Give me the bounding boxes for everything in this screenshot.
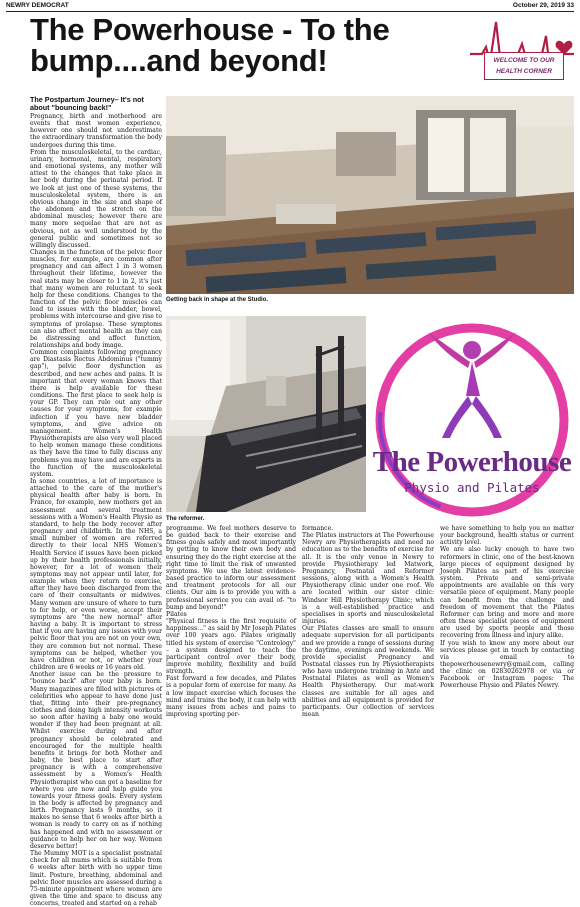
welcome-line-2: HEALTH CORNER <box>496 68 552 75</box>
paragraph: formance. <box>302 525 334 532</box>
studio-photo-caption: Getting back in shape at the Studio. <box>166 297 269 303</box>
paragraph: In some countries, a lot of importance is attached to the care of the mother's physical health after baby is born. In France, for example, new mothers get an assessment and several treatment sessions with a Women's Health Physio as standard, to help the body recover after pregnancy and childbirth. In the NHS, a small number of women are referred directly to their local NHS Women's Health Service if issues have been picked up by their health professionals initially, however, for a lot of women their symptoms may not appear until later, for example when they return to exercise, after they have been discharged from the care of their consultants or midwives. Many women are unsure of where to turn to for help, or even worse, accept their symptoms are "the new normal" after having a baby. It is important to stress that if you are having any issues with your pelvic floor that you are not on your own, they are common but not normal. These symptoms can be helped, whether you have children or not, or whether your children are 6 weeks or 16 years old. <box>30 477 162 672</box>
publication-name: NEWRY DEMOCRAT <box>6 2 69 9</box>
paragraph: we have something to help you no matter your background, health status or current activity level. <box>440 525 574 547</box>
paragraph: Fast forward a few decades, and Pilates is a popular form of exercise for many. As a low impact exercise which focuses the mind and trains the body, it can help with many issues from aches and pains to improving sporting per- <box>166 675 296 719</box>
article-column-2 <box>166 525 296 730</box>
headline: The Powerhouse - To the bump....and beyond! <box>30 12 390 78</box>
masthead <box>6 2 574 12</box>
studio-photo <box>166 96 574 294</box>
paragraph: The Pilates instructors at The Powerhouse Newry are Physiotherapists and need no education as to the benefits of exercise for all. It is the only venue in Newry to provide Physiotherapy led Matwork, Pregnancy, Postnatal and Reformer sessions, along with a Women's Health Physiotherapy clinic under one roof. We are located within our sister clinic: Windsor Hill Physiotherapy Clinic; which is a well-established practice and specialises in sports and musculoskeletal injuries. <box>302 532 434 626</box>
article-subhead: The Postpartum Journey– It's not about "bouncing back!" <box>30 95 144 112</box>
paragraph: programme. We feel mothers deserve to be guided back to their exercise and fitness goals safely and most importantly by getting to know their own body and ensuring they do the right exercise at the right time to limit the risk of unwanted symptoms. We use the latest evidence-based practice to inform our assessment and treatment protocols for all our clients. Our aim is to provide you with a professional service you can avail of- "to bump and beyond!" <box>166 525 296 611</box>
article-column-4 <box>440 525 574 730</box>
paragraph: Pregnancy, birth and motherhood are events that most women experience, however one should not underestimate the extraordinary transformation the body undergoes during this time. <box>30 113 162 149</box>
powerhouse-logo <box>372 316 572 516</box>
paragraph: The Mummy MOT is a specialist postnatal check for all mums which is suitable from 6 weeks after birth with no upper time limit. Posture, breathing, abdominal and pelvic floor muscles are assessed during a 75-minute appointment where women are given the time and space to discuss any concerns, treated and started on a rehab <box>30 850 162 907</box>
paragraph: We are also lucky enough to have two reformers in clinic, one of the best-known large pieces of equipment designed by Joseph Pilates as part of his exercise system. Private and semi-private appointments are available on this very versatile piece of equipment. Many people can benefit from the challenge and freedom of movement that the Pilates Reformer can bring and more and more often these specialist pieces of equipment are used by sports people and those recovering from illness and injury alike. <box>440 546 574 640</box>
logo-name: The Powerhouse <box>372 446 572 478</box>
reformer-photo-caption: The reformer. <box>166 516 205 522</box>
reformer-photo-illustration <box>166 316 366 512</box>
logo-tagline: Physio and Pilates <box>404 480 540 495</box>
paragraph: Another issue can be the pressure to "bounce back" after your baby is born. Many magazines are filled with pictures of celebrities who appear to have done just that, fitting into their pre-pregnancy clothes and doing high intensity workouts so soon after having a baby one would wonder if they had been pregnant at all. Whilst exercise during and after pregnancy should be celebrated and encouraged for the multiple health benefits it brings for both Mother and baby, the best place to start after pregnancy is with a comprehensive assessment by a Women's Health Physiotherapist who can get a baseline for where you are now and help guide you towards your fitness goals. Every system in the body is affected by pregnancy and birth. Pregnancy lasts 9 months, so it makes no sense that 6 weeks after birth a woman is ready to carry on as if nothing has happened and with no assessment or guidance to help her on her way. Women deserve better! <box>30 671 162 850</box>
paragraph: Common complaints following pregnancy are Diastasis Rectus Abdominus ("tummy gap"), pelvic floor dysfunction as described, and new aches and pains. It is important that every woman knows that there is help available for these conditions. The first place to seek help is your GP. They can rule out any other causes for your symptoms, for example infection if you have new bladder symptoms, and give advice on management. Women's Health Physiotherapists are also very well placed to help women manage these conditions as they have the time to fully discuss any problems you may have and are experts in the function of the musculoskeletal system. <box>30 349 162 478</box>
reformer-photo <box>166 316 366 512</box>
article-column-1 <box>30 95 162 907</box>
issue-date-page: October 29, 2019 33 <box>512 2 574 9</box>
paragraph: Pilates <box>166 610 187 618</box>
welcome-line-1: WELCOME TO OUR <box>493 57 555 64</box>
paragraph: If you wish to know any more about our services please get in touch by contacting via email to thepowerhousenewry@gmail.com, calling the clinic on 02830262978 or via or Facebook or Instagram pages: The Powerhouse Physio and Pilates Newry. <box>440 639 574 690</box>
welcome-banner <box>470 14 574 84</box>
article-column-3 <box>302 525 434 730</box>
paragraph: Changes in the function of the pelvic floor muscles, for example, are common after pregnancy and can affect 1 in 3 women throughout their lifetime, however the real stats may be closer to 1 in 2, it's just that many women are reluctant to seek help for these conditions. Changes to the function of the pelvic floor muscles can lead to issues with the bladder, bowel, problems with intercourse and give rise to symptoms of prolapse. These symptoms can also affect mental health as they can be distressing and affect function, relationships and body image. <box>30 248 162 349</box>
paragraph: Our Pilates classes are small to ensure adequate supervision for all participants and we provide a range of sessions during the daytime, evenings and weekends. We provide specialist Pregnancy and Postnatal classes run by Physiotherapists who have undergone training in Ante and Postnatal Pilates as well as Women's Health Physiotherapy. Our mat-work classes are suitable for all ages and abilities and all equipment is provided for participants. Our collection of services mean <box>302 625 434 719</box>
paragraph: From the musculoskeletal, to the cardiac, urinary, hormonal, mental, respiratory and emotional systems, any mother will attest to the changes that take place in her body during the perinatal period. If we look at just one of these systems, the musculoskeletal system, there is an obvious change in the size and shape of the abdomen and the stretch on the abdominal muscles; however there are many more sequelae that are not as obvious, not as well understood by the general public and sometimes not so willingly discussed. <box>30 148 162 249</box>
paragraph: "Physical fitness is the first requisite of happiness…" as said by Mr Joseph Pilates over 100 years ago. Pilates originally titled his system of exercise "Contrology" – a system designed to teach the participant control over their body, improve mobility, flexibility and build strength. <box>166 618 296 676</box>
studio-photo-illustration <box>166 96 574 294</box>
